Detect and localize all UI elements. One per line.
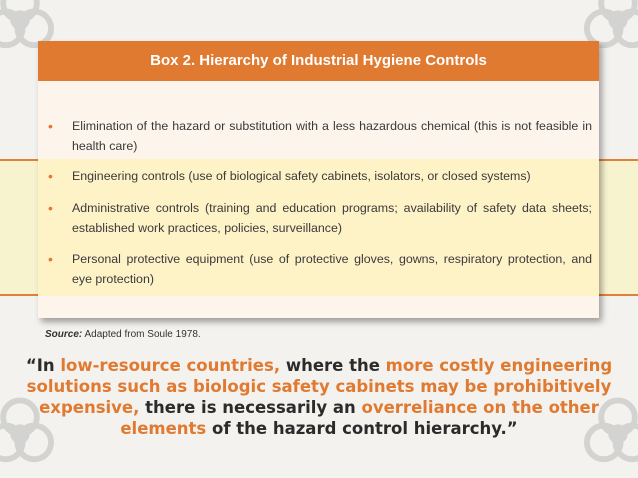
list-item xyxy=(48,249,592,289)
quote-highlight: overreliance on the other elements xyxy=(120,398,599,438)
list-item-text: Administrative controls (training and education programs; availability of safety data sheets; established work practices, policies, surveillance) xyxy=(72,201,592,235)
quote-text: there is necessarily an xyxy=(139,398,362,417)
source-note xyxy=(45,329,201,340)
source-text: Adapted from Soule 1978. xyxy=(82,329,201,340)
bullet: • xyxy=(48,168,53,184)
list-item-text: Engineering controls (use of biological safety cabinets, isolators, or closed systems) xyxy=(72,169,531,183)
pull-quote xyxy=(0,355,638,439)
list-item xyxy=(48,198,592,238)
quote-text: of the hazard control hierarchy.” xyxy=(206,419,518,438)
quote-highlight: low-resource countries, xyxy=(60,356,281,375)
source-label: Source: xyxy=(45,329,83,340)
list-item xyxy=(48,166,592,186)
box-title: Box 2. Hierarchy of Industrial Hygiene Controls xyxy=(38,41,599,81)
quote-text: where the xyxy=(280,356,386,375)
bullet: • xyxy=(48,200,53,216)
quote-highlight: more costly engineering solutions such as biologic safety cabinets may be prohibitively expensive, xyxy=(26,356,613,417)
list-item-text: Personal protective equipment (use of protective gloves, gowns, respiratory protection, and eye protection) xyxy=(72,252,592,286)
bullet: • xyxy=(48,251,53,267)
quote-text: “In xyxy=(25,356,61,375)
list-item-text: Elimination of the hazard or substitution with a less hazardous chemical (this is not feasible in health care) xyxy=(72,119,592,153)
list-item xyxy=(48,116,592,156)
bullet: • xyxy=(48,118,53,134)
